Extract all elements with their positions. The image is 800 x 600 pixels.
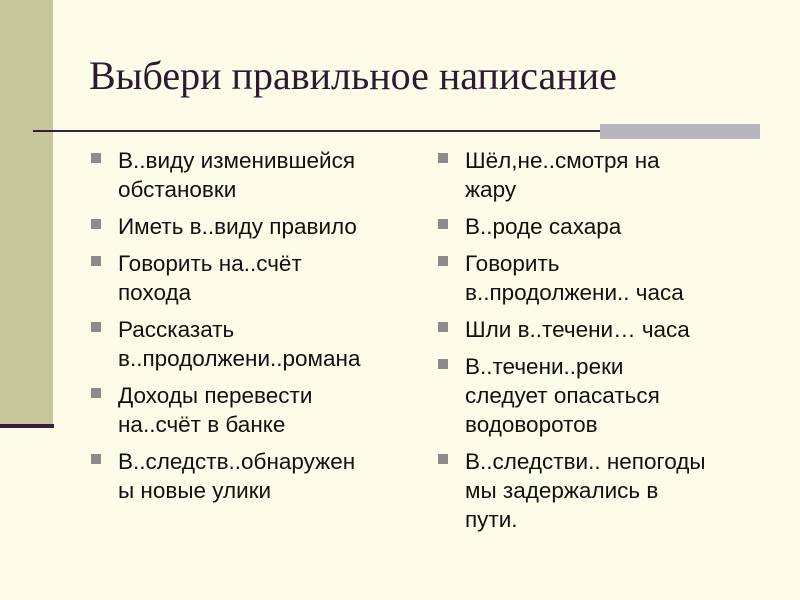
list-item (91, 249, 411, 307)
phrase-text: В..роде сахара (465, 214, 622, 239)
slide-title: Выбери правильное написание (89, 53, 617, 98)
left-phrase-list (91, 146, 411, 513)
square-bullet-icon (91, 219, 101, 229)
square-bullet-icon (91, 256, 101, 266)
square-bullet-icon (91, 153, 101, 163)
list-item (438, 146, 768, 204)
left-accent-bar (0, 0, 53, 426)
list-item (438, 249, 768, 307)
phrase-text: Шли в..течени… часа (465, 317, 690, 342)
right-phrase-list (438, 146, 768, 542)
square-bullet-icon (438, 359, 448, 369)
list-item (438, 315, 768, 344)
phrase-text: Говорить на..счёт похода (118, 251, 302, 305)
list-item (91, 447, 411, 505)
phrase-text: Рассказать в..продолжени..романа (118, 317, 361, 371)
square-bullet-icon (438, 153, 448, 163)
square-bullet-icon (438, 454, 448, 464)
square-bullet-icon (91, 454, 101, 464)
square-bullet-icon (438, 256, 448, 266)
phrase-text: Шёл,не..смотря на жару (465, 148, 660, 202)
square-bullet-icon (438, 219, 448, 229)
phrase-text: Иметь в..виду правило (118, 214, 357, 239)
divider-accent-block (600, 124, 760, 139)
phrase-text: В..виду изменившейся обстановки (118, 148, 356, 202)
list-item (91, 212, 411, 241)
phrase-text: Доходы перевести на..счёт в банке (118, 383, 313, 437)
square-bullet-icon (91, 322, 101, 332)
list-item (438, 447, 768, 534)
phrase-text: В..следстви.. непогоды мы задержались в пути. (465, 449, 706, 532)
square-bullet-icon (91, 388, 101, 398)
square-bullet-icon (438, 322, 448, 332)
list-item (438, 352, 768, 439)
list-item (91, 146, 411, 204)
phrase-text: В..течени..реки следует опасаться водоворотов (465, 354, 660, 437)
list-item (438, 212, 768, 241)
phrase-text: Говорить в..продолжени.. часа (465, 251, 684, 305)
phrase-text: В..следств..обнаружен ы новые улики (118, 449, 356, 503)
left-accent-underline (0, 424, 54, 428)
list-item (91, 315, 411, 373)
list-item (91, 381, 411, 439)
